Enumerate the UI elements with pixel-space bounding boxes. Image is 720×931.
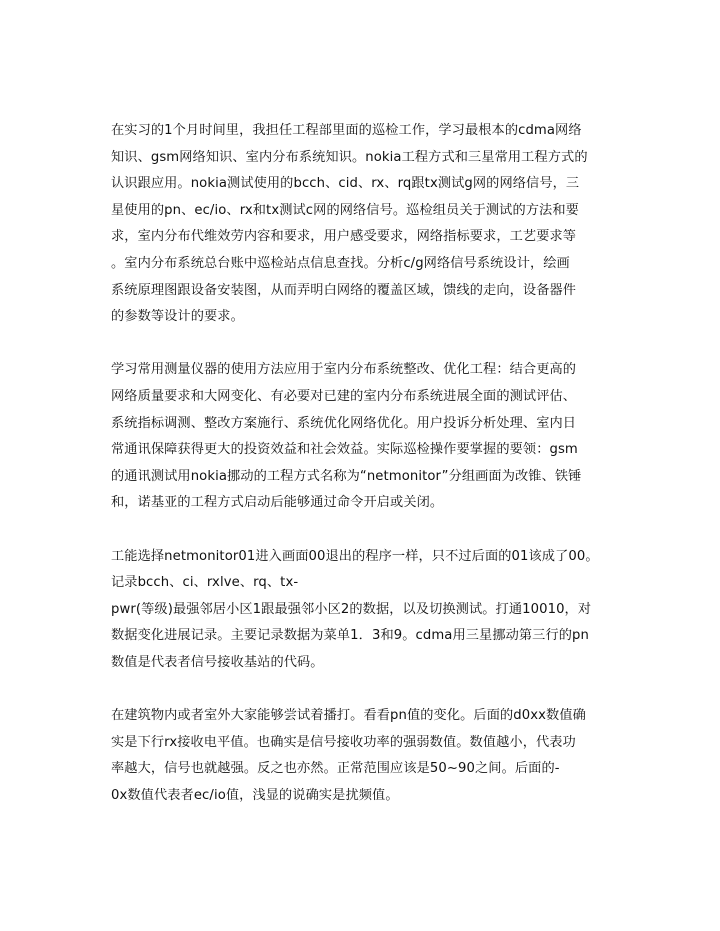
document-body xyxy=(111,118,611,836)
text-line: 记录bcch、ci、rxlve、rq、tx- xyxy=(111,575,299,591)
text-line: 的参数等设计的要求。 xyxy=(111,309,244,325)
paragraph-3 xyxy=(111,544,611,677)
text-line: 实是下行rx接收电平值。也确实是信号接收功率的强弱数值。数值越小，代表功 xyxy=(111,734,576,750)
text-line: 求，室内分布代维效劳内容和要求，用户感受要求，网络指标要求，工艺要求等 xyxy=(111,229,577,245)
text-line: 率越大，信号也就越强。反之也亦然。正常范围应该是50~90之间。后面的- xyxy=(111,761,560,777)
text-line: 常通讯保障获得更大的投资效益和社会效益。实际巡检操作要掌握的要领：gsm xyxy=(111,442,578,458)
text-line: 0x数值代表者ec/io值，浅显的说确实是扰频值。 xyxy=(111,787,399,803)
paragraph-2 xyxy=(111,357,611,517)
text-line: 网络质量要求和大网变化、有必要对已建的室内分布系统进展全面的测试评估、 xyxy=(111,388,577,404)
text-line: 工能选择netmonitor01进入画面00退出的程序一样，只不过后面的01该成了00。 xyxy=(111,548,599,564)
text-line: 系统指标调测、整改方案施行、系统优化网络优化。用户投诉分析处理、室内日 xyxy=(111,415,577,431)
text-line: 学习常用测量仪器的使用方法应用于室内分布系统整改、优化工程：结合更高的 xyxy=(111,362,577,378)
paragraph-1 xyxy=(111,118,611,331)
text-line: 认识跟应用。nokia测试使用的bcch、cid、rx、rq跟tx测试g网的网络信号，三 xyxy=(111,176,580,192)
text-line: 数值是代表者信号接收基站的代码。 xyxy=(111,654,324,670)
text-line: 的通讯测试用nokia挪动的工程方式名称为“netmonitor”分组画面为改锥、铁锤 xyxy=(111,468,582,484)
paragraph-4 xyxy=(111,703,611,809)
text-line: 。室内分布系统总台账中巡检站点信息查找。分析c/g网络信号系统设计，绘画 xyxy=(111,255,570,271)
text-line: pwr(等级)最强邻居小区1跟最强邻小区2的数据，以及切换测试。打通10010，对 xyxy=(111,601,592,617)
text-line: 和，诺基亚的工程方式启动后能够通过命令开启或关闭。 xyxy=(111,495,444,511)
text-line: 知识、gsm网络知识、室内分布系统知识。nokia工程方式和三星常用工程方式的 xyxy=(111,149,588,165)
text-line: 在实习的1个月时间里，我担任工程部里面的巡检工作，学习最根本的cdma网络 xyxy=(111,123,582,138)
text-line: 在建筑物内或者室外大家能够尝试着播打。看看pn值的变化。后面的d0xx数值确 xyxy=(111,708,586,724)
text-line: 星使用的pn、ec/io、rx和tx测试c网的网络信号。巡检组员关于测试的方法和要 xyxy=(111,202,579,218)
text-line: 数据变化进展记录。主要记录数据为菜单1．3和9。cdma用三星挪动第三行的pn xyxy=(111,628,589,644)
text-line: 系统原理图跟设备安装图，从而弄明白网络的覆盖区域，馈线的走向，设备器件 xyxy=(111,282,577,298)
